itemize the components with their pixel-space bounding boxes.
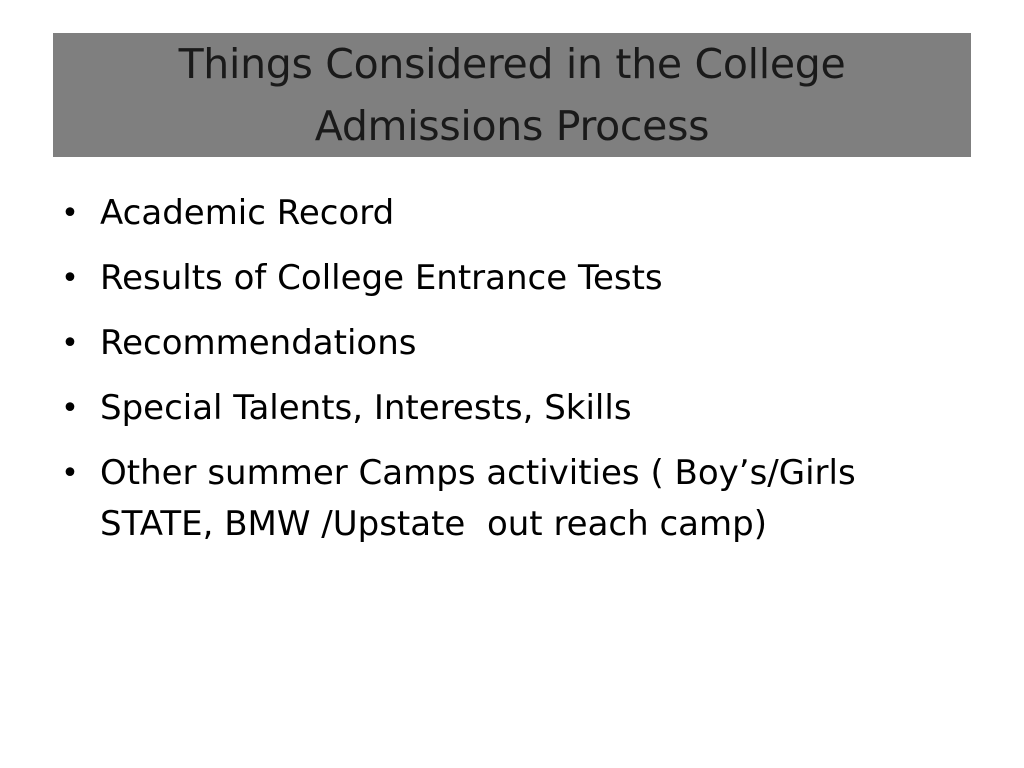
bullet-list <box>60 188 960 564</box>
bullet-line: Academic Record <box>100 193 395 233</box>
bullet-text <box>100 383 960 434</box>
bullet-item <box>60 383 960 434</box>
bullet-icon: • <box>61 456 79 491</box>
bullet-text <box>100 253 960 304</box>
bullet-item <box>60 253 960 304</box>
bullet-text <box>100 188 960 239</box>
bullet-line: Other summer Camps activities ( Boy’s/Girls <box>100 453 856 493</box>
bullet-line: Special Talents, Interests, Skills <box>100 388 632 428</box>
slide-title <box>179 33 846 157</box>
title-bar <box>53 33 971 157</box>
bullet-text <box>100 448 960 550</box>
bullet-text <box>100 318 960 369</box>
title-line-2: Admissions Process <box>314 102 710 150</box>
bullet-line: Results of College Entrance Tests <box>100 258 663 298</box>
bullet-line: STATE, BMW /Upstate out reach camp) <box>100 504 767 544</box>
bullet-icon: • <box>61 326 79 361</box>
bullet-item <box>60 188 960 239</box>
bullet-item <box>60 318 960 369</box>
title-line-1: Things Considered in the College <box>178 40 846 88</box>
bullet-icon: • <box>61 391 79 426</box>
bullet-icon: • <box>61 261 79 296</box>
bullet-line: Recommendations <box>100 323 417 363</box>
bullet-icon: • <box>61 196 79 231</box>
bullet-item <box>60 448 960 550</box>
